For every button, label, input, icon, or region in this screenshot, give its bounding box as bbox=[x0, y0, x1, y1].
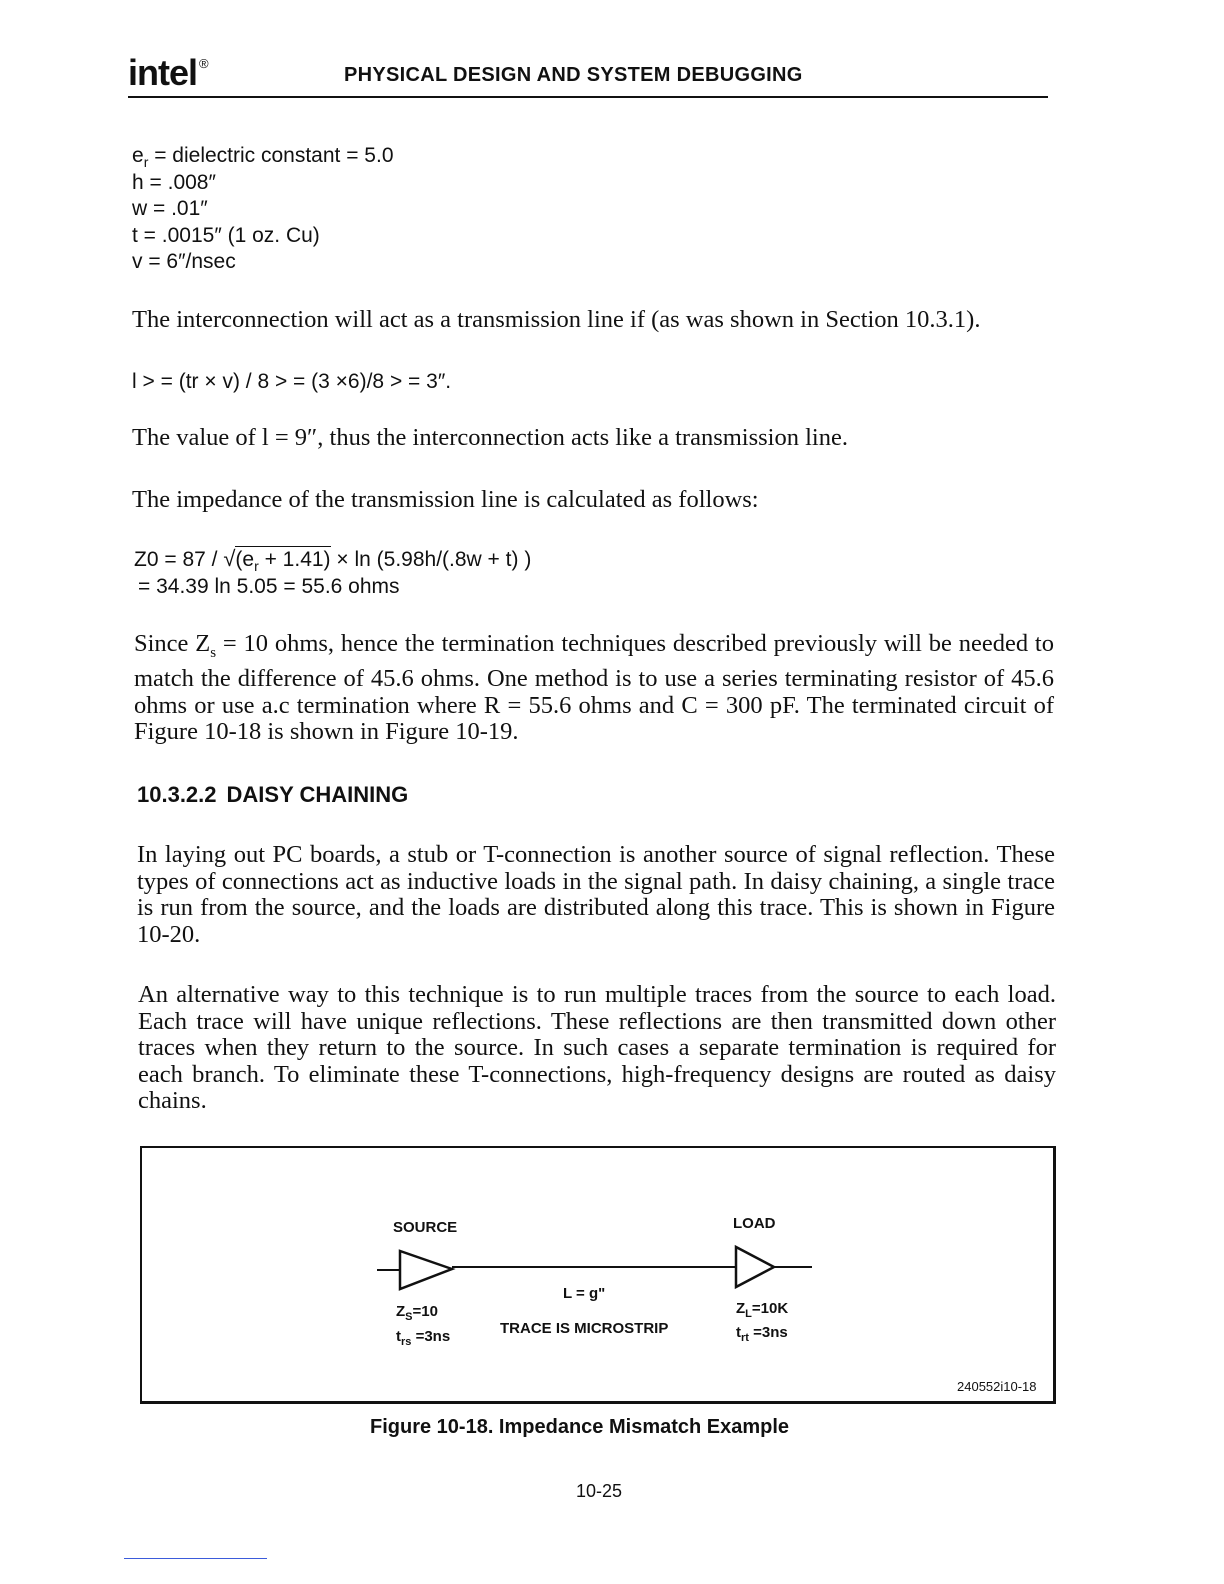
source-impedance: $Z_S=10$ bbox=[396, 1303, 438, 1323]
load-label: LOAD bbox=[733, 1215, 776, 1232]
section-heading: 10.3.2.2 DAISY CHAINING bbox=[137, 782, 409, 807]
trace-type-label: TRACE IS MICROSTRIP bbox=[500, 1320, 669, 1337]
footer-rule bbox=[124, 1558, 267, 1559]
source-buffer-icon bbox=[400, 1251, 452, 1289]
paragraph-alternative: An alternative way to this technique is to run multiple traces from the source to each load. Each trace will have unique reflections. These reflections are then transmitted down other traces when they return to the source. In such cases a separate termination is required for each branch. To eliminate these T-connections, high-frequency designs are routed as daisy chains. bbox=[138, 981, 1056, 1114]
equation-z0: $Z0 = 87 / √(e_r + 1.41) \times \ln (5.98h/(.8w + t)$ ) bbox=[134, 546, 532, 575]
paragraph-daisy-chaining: In laying out PC boards, a stub or T-connection is another source of signal reflection. These types of connections act as inductive loads in the signal path. In daisy chaining, a single trace is run from the source, and the loads are distributed along this trace. This is shown in Figure 10-20. bbox=[137, 841, 1055, 948]
param-v: v = 6″/nsec bbox=[132, 250, 236, 273]
equation-z0-result: = 34.39 ln 5.05 = 55.6 ohms bbox=[138, 575, 400, 598]
param-er: $e_r$ = dielectric constant = 5.0 bbox=[132, 144, 394, 171]
param-h: h = .008″ bbox=[132, 171, 216, 194]
load-buffer-icon bbox=[736, 1247, 774, 1287]
running-header: PHYSICAL DESIGN AND SYSTEM DEBUGGING bbox=[344, 64, 803, 86]
paragraph-value-of-l: The value of l = 9″, thus the interconnection acts like a transmission line. bbox=[132, 424, 848, 451]
paragraph-impedance-intro: The impedance of the transmission line is calculated as follows: bbox=[132, 486, 759, 513]
paragraph-termination: Since $Z_s = 10$ ohms, hence the termination techniques described previously will be needed to match the difference of 45.6 ohms. One method is to use a series terminating resistor of 45.6 ohms or use a.c termination where R = 55.6 ohms and C = 300 pF. The terminated circuit of Figure 10-18 is shown in Figure 10-19. bbox=[134, 630, 1054, 746]
figure-caption: Figure 10-18. Impedance Mismatch Example bbox=[370, 1416, 790, 1438]
page-number: 10-25 bbox=[576, 1481, 623, 1501]
intel-logo: intel ® bbox=[128, 52, 208, 93]
param-t: t = .0015″ (1 oz. Cu) bbox=[132, 224, 320, 247]
load-impedance: $Z_L=10K$ bbox=[736, 1300, 789, 1320]
figure-id: 240552i10-18 bbox=[957, 1379, 1037, 1394]
equation-length: l > = (tr × v) / 8 > = (3 ×6)/8 > = 3″. bbox=[132, 370, 452, 393]
length-label: L = g" bbox=[563, 1285, 606, 1302]
paragraph-transmission-condition: The interconnection will act as a transmission line if (as was shown in Section 10.3.1). bbox=[132, 306, 981, 333]
load-rise-time: $t_{rt} =3ns$ bbox=[736, 1324, 788, 1344]
header-rule bbox=[128, 96, 1048, 98]
source-label: SOURCE bbox=[393, 1219, 458, 1236]
sqrt-icon: √ bbox=[223, 546, 236, 571]
param-w: w = .01″ bbox=[132, 197, 208, 220]
source-rise-time: $t_{rs} =3ns$ bbox=[396, 1328, 451, 1348]
